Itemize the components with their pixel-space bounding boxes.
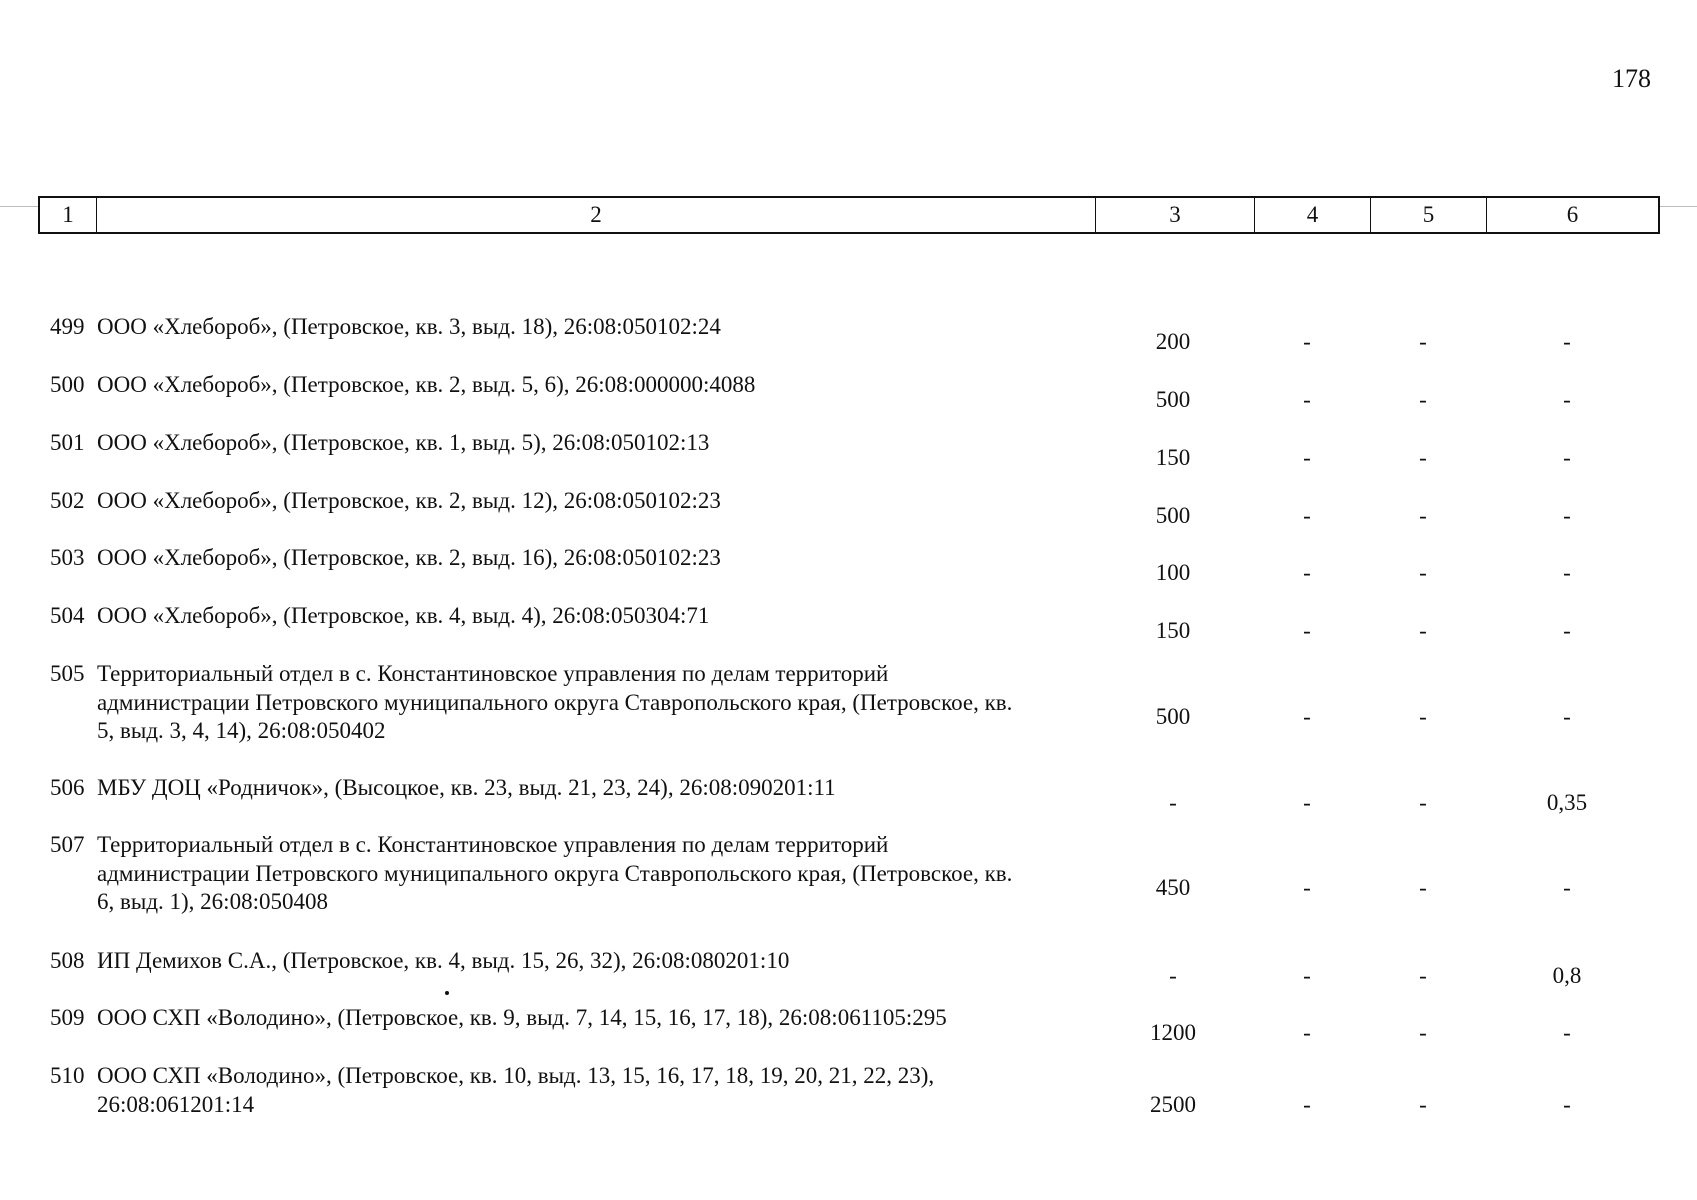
row-value-col3: - xyxy=(1169,963,1177,988)
row-value-col6: 0,8 xyxy=(1552,963,1582,988)
row-value-col4: - xyxy=(1303,1092,1311,1117)
column-header-4: 4 xyxy=(1255,198,1371,232)
row-value-col6: - xyxy=(1563,503,1571,528)
row-value-col5: - xyxy=(1419,618,1427,643)
row-value-col5: - xyxy=(1419,875,1427,900)
row-value-col3: 2500 xyxy=(1150,1092,1196,1117)
row-value-col5: - xyxy=(1419,387,1427,412)
row-value-col3: - xyxy=(1169,790,1177,815)
row-number: 503 xyxy=(50,545,85,570)
row-value-col6: - xyxy=(1563,387,1571,412)
row-description: ООО СХП «Володино», (Петровское, кв. 9, выд. 7, 14, 15, 16, 17, 18), 26:08:061105:295 xyxy=(97,1005,947,1030)
row-value-col5: - xyxy=(1419,329,1427,354)
column-header-3: 3 xyxy=(1096,198,1255,232)
row-number: 507 xyxy=(50,832,85,857)
row-value-col4: - xyxy=(1303,1020,1311,1045)
row-value-col3: 150 xyxy=(1155,618,1191,643)
row-value-col4: - xyxy=(1303,618,1311,643)
row-value-col6: - xyxy=(1563,618,1571,643)
row-value-col3: 500 xyxy=(1155,503,1191,528)
row-description: МБУ ДОЦ «Родничок», (Высоцкое, кв. 23, выд. 21, 23, 24), 26:08:090201:11 xyxy=(97,775,836,800)
row-value-col3: 200 xyxy=(1155,329,1191,354)
row-description: Территориальный отдел в с. Константиновское управления по делам территорий администрации Петровского муниципального округа Ставропольского края, (Петровское, кв. 5, выд. 3, 4, 14), 26:08:050402 xyxy=(97,661,1013,743)
row-number: 510 xyxy=(50,1063,85,1088)
row-value-col3: 500 xyxy=(1155,704,1191,729)
row-number: 504 xyxy=(50,603,85,628)
row-value-col3: 150 xyxy=(1155,445,1191,470)
row-description: ООО «Хлебороб», (Петровское, кв. 1, выд. 5), 26:08:050102:13 xyxy=(97,430,710,455)
row-value-col6: - xyxy=(1563,1092,1571,1117)
row-value-col6: 0,35 xyxy=(1546,790,1588,815)
row-value-col5: - xyxy=(1419,445,1427,470)
row-value-col5: - xyxy=(1419,1092,1427,1117)
row-value-col6: - xyxy=(1563,875,1571,900)
row-value-col5: - xyxy=(1419,1020,1427,1045)
row-description: ООО «Хлебороб», (Петровское, кв. 2, выд. 5, 6), 26:08:000000:4088 xyxy=(97,372,756,397)
row-number: 501 xyxy=(50,430,85,455)
row-value-col6: - xyxy=(1563,445,1571,470)
row-number: 509 xyxy=(50,1005,85,1030)
row-number: 499 xyxy=(50,314,85,339)
row-value-col4: - xyxy=(1303,503,1311,528)
row-number: 500 xyxy=(50,372,85,397)
row-number: 508 xyxy=(50,948,85,973)
row-value-col4: - xyxy=(1303,445,1311,470)
row-number: 506 xyxy=(50,775,85,800)
row-value-col4: - xyxy=(1303,875,1311,900)
row-description: Территориальный отдел в с. Константиновское управления по делам территорий администрации Петровского муниципального округа Ставропольского края, (Петровское, кв. 6, выд. 1), 26:08:050408 xyxy=(97,832,1013,914)
row-value-col4: - xyxy=(1303,790,1311,815)
row-number: 502 xyxy=(50,488,85,513)
row-value-col3: 500 xyxy=(1155,387,1191,412)
row-value-col6: - xyxy=(1563,560,1571,585)
column-header-6: 6 xyxy=(1566,202,1579,227)
row-value-col5: - xyxy=(1419,790,1427,815)
row-description: ООО «Хлебороб», (Петровское, кв. 4, выд. 4), 26:08:050304:71 xyxy=(97,603,710,628)
row-value-col5: - xyxy=(1419,503,1427,528)
row-value-col6: - xyxy=(1563,704,1571,729)
column-header-1: 1 xyxy=(40,198,97,232)
row-value-col4: - xyxy=(1303,329,1311,354)
page-number: 178 xyxy=(1612,64,1651,93)
column-header-2: 2 xyxy=(97,198,1096,232)
row-value-col3: 100 xyxy=(1155,560,1191,585)
row-value-col4: - xyxy=(1303,560,1311,585)
row-value-col3: 1200 xyxy=(1150,1020,1196,1045)
row-value-col3: 450 xyxy=(1155,875,1191,900)
row-description: ООО «Хлебороб», (Петровское, кв. 3, выд. 18), 26:08:050102:24 xyxy=(97,314,721,339)
row-value-col5: - xyxy=(1419,560,1427,585)
row-value-col6: - xyxy=(1563,329,1571,354)
row-description: ИП Демихов С.А., (Петровское, кв. 4, выд. 15, 26, 32), 26:08:080201:10 xyxy=(97,948,790,973)
row-description: ООО «Хлебороб», (Петровское, кв. 2, выд. 12), 26:08:050102:23 xyxy=(97,488,721,513)
row-value-col6: - xyxy=(1563,1020,1571,1045)
row-value-col5: - xyxy=(1419,963,1427,988)
row-value-col4: - xyxy=(1303,704,1311,729)
row-value-col4: - xyxy=(1303,387,1311,412)
row-value-col5: - xyxy=(1419,704,1427,729)
row-number: 505 xyxy=(50,661,85,686)
row-description: ООО «Хлебороб», (Петровское, кв. 2, выд. 16), 26:08:050102:23 xyxy=(97,545,721,570)
row-description: ООО СХП «Володино», (Петровское, кв. 10, выд. 13, 15, 16, 17, 18, 19, 20, 21, 22, 23), 26:08:061201:14 xyxy=(97,1063,935,1117)
row-value-col4: - xyxy=(1303,963,1311,988)
column-header-5: 5 xyxy=(1371,198,1487,232)
stray-dot-mark xyxy=(445,991,449,995)
